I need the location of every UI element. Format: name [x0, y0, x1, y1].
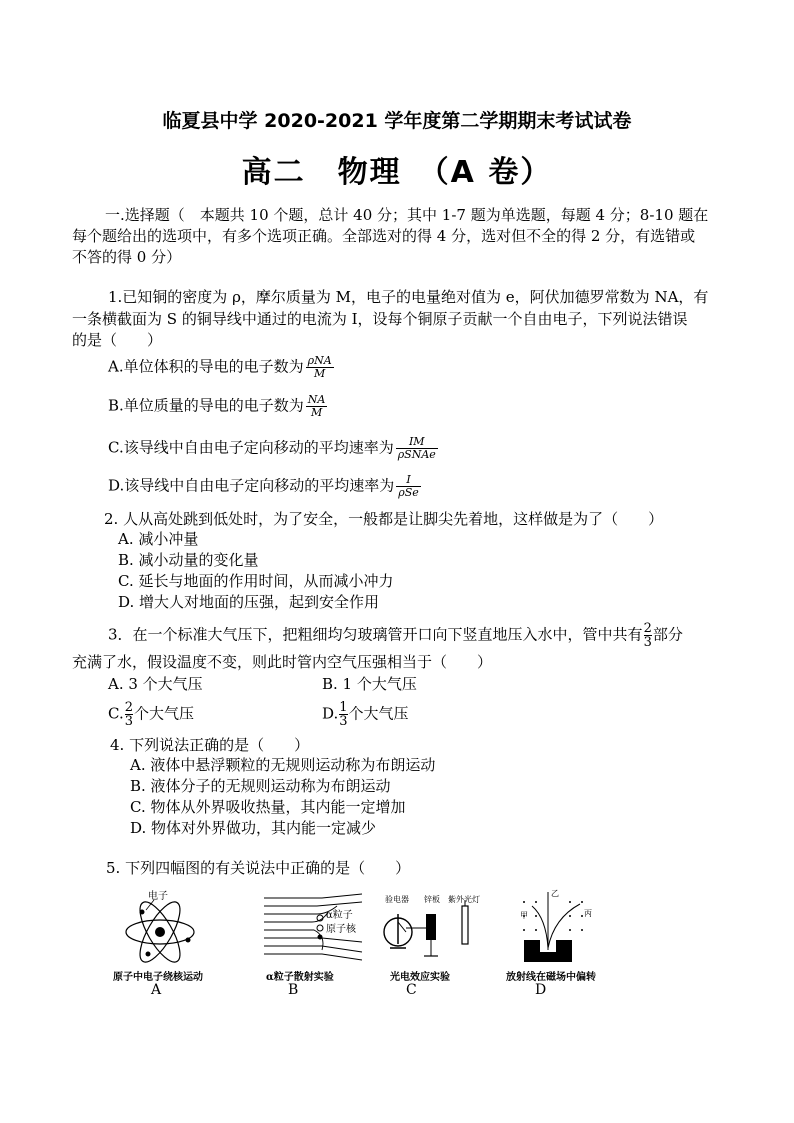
- q4-option-a: A. 液体中悬浮颗粒的无规则运动称为布朗运动: [130, 756, 436, 774]
- q3-stem-text: 3．在一个标准大气压下，把粗细均匀玻璃管开口向下竖直地压入水中，管中共有: [108, 625, 643, 644]
- q3-stem-fraction: [644, 622, 652, 649]
- q3-option-c-text: 个大气压: [134, 704, 195, 723]
- figure-c-uv-label: 紫外光灯: [448, 895, 480, 904]
- figure-a-caption: 原子中电子绕核运动: [113, 972, 203, 983]
- q3-option-c-prefix: C.: [108, 704, 124, 723]
- q2-stem: 2. 人从高处跳到低处时，为了安全，一般都是让脚尖先着地，这样做是为了（ ）: [104, 510, 664, 528]
- figure-d-yi-label: 乙: [551, 889, 559, 898]
- q4-option-b: B. 液体分子的无规则运动称为布朗运动: [130, 777, 391, 795]
- q1-stem-line3: 的是（ ）: [72, 331, 163, 349]
- q3-option-a: A. 3 个大气压: [108, 675, 203, 693]
- figure-b-nucleus-label: 原子核: [326, 924, 356, 935]
- q1-option-c-text: C.该导线中自由电子定向移动的平均速率为: [108, 438, 394, 457]
- q1-option-c-fraction: [396, 436, 438, 461]
- fraction-numerator: IM: [408, 435, 425, 448]
- fraction-denominator: M: [310, 406, 323, 419]
- q3-option-c: [108, 701, 194, 728]
- figure-d-bing-label: 丙: [584, 909, 592, 918]
- section-instructions-line1: 一.选择题（ 本题共 10 个题，总计 40 分；其中 1-7 题为单选题，每题 4 分；8-10 题在: [105, 206, 709, 224]
- q1-option-b: [108, 394, 329, 419]
- figure-a-electron-label: 电子: [148, 891, 168, 902]
- fraction-numerator: NA: [307, 393, 326, 406]
- q1-option-b-fraction: [306, 394, 328, 419]
- fraction-denominator: ρSe: [398, 486, 419, 499]
- figure-b-alpha-label: α粒子: [326, 910, 353, 921]
- q3-stem-text-tail: 部分: [652, 625, 683, 644]
- fraction-numerator: 1: [339, 700, 348, 715]
- exam-subtitle: 高二 物理 （A 卷）: [241, 155, 553, 190]
- fraction-denominator: 3: [643, 635, 652, 650]
- figure-a-letter: A: [151, 982, 162, 998]
- q1-option-a: [108, 355, 336, 380]
- figure-d-jia-label: 甲: [520, 911, 528, 920]
- radiation-deflection-diagram: [510, 888, 600, 966]
- fraction-denominator: 3: [124, 714, 133, 729]
- figure-d-radiation-field: [510, 888, 600, 966]
- q2-option-a: A. 减小冲量: [118, 530, 199, 548]
- fraction-denominator: 3: [339, 714, 348, 729]
- q2-option-c: C. 延长与地面的作用时间，从而减小冲力: [118, 572, 394, 590]
- q3-stem-line2: 充满了水，假设温度不变，则此时管内空气压强相当于（ ）: [72, 653, 493, 671]
- section-instructions-line2: 每个题给出的选项中，有多个选项正确。全部选对的得 4 分，选对但不全的得 2 分，有选错或: [72, 227, 696, 245]
- fraction-denominator: M: [314, 367, 326, 380]
- q1-option-d-text: D.该导线中自由电子定向移动的平均速率为: [108, 476, 395, 495]
- q3-stem-line1: [108, 622, 683, 649]
- fraction-numerator: ρNA: [307, 354, 332, 367]
- q3-option-b: B. 1 个大气压: [322, 675, 417, 693]
- q4-option-d: D. 物体对外界做功，其内能一定减少: [130, 819, 377, 837]
- q2-option-b: B. 减小动量的变化量: [118, 551, 259, 569]
- q3-option-d-fraction: [339, 701, 347, 728]
- q1-option-a-text: A.单位体积的导电的电子数为: [108, 357, 304, 376]
- q1-option-b-text: B.单位质量的导电的电子数为: [108, 396, 304, 415]
- q1-option-d: [108, 474, 423, 499]
- figure-b-letter: B: [288, 982, 299, 998]
- figure-c-electroscope-label: 验电器: [385, 895, 409, 904]
- fraction-numerator: 2: [643, 621, 652, 636]
- q2-option-d: D. 增大人对地面的压强，起到安全作用: [118, 593, 380, 611]
- q3-option-d-prefix: D.: [322, 704, 339, 723]
- q3-option-d-text: 个大气压: [348, 704, 409, 723]
- q4-option-c: C. 物体从外界吸收热量，其内能一定增加: [130, 798, 406, 816]
- figure-d-caption: 放射线在磁场中偏转: [506, 972, 596, 983]
- q1-stem-line2: 一条横截面为 S 的铜导线中通过的电流为 I，设每个铜原子贡献一个自由电子，下列说法错误: [72, 310, 688, 328]
- q1-stem-line1: 1.已知铜的密度为 ρ，摩尔质量为 M，电子的电量绝对值为 e，阿伏加德罗常数为 NA，有: [108, 288, 709, 306]
- section-instructions-line3: 不答的得 0 分）: [72, 248, 182, 266]
- figure-a-atom: [118, 890, 208, 965]
- figure-c-photoelectric: [380, 892, 480, 964]
- figure-b-alpha-scattering: [262, 892, 367, 964]
- q1-option-a-fraction: [306, 355, 334, 380]
- figure-d-letter: D: [535, 982, 547, 998]
- q3-option-c-fraction: [125, 701, 133, 728]
- q1-option-c: [108, 436, 440, 461]
- q1-option-d-fraction: [396, 474, 421, 499]
- q4-stem: 4. 下列说法正确的是（ ）: [110, 736, 310, 754]
- q5-stem: 5. 下列四幅图的有关说法中正确的是（ ）: [106, 859, 411, 877]
- q3-option-d: [322, 701, 409, 728]
- figure-c-letter: C: [406, 982, 417, 998]
- figure-c-caption: 光电效应实验: [390, 972, 450, 983]
- fraction-denominator: ρSNAe: [397, 448, 436, 461]
- fraction-numerator: 2: [124, 700, 133, 715]
- figure-b-caption: α粒子散射实验: [266, 972, 334, 983]
- exam-school-title: 临夏县中学 2020-2021 学年度第二学期期末考试试卷: [162, 110, 632, 132]
- fraction-numerator: I: [406, 473, 411, 486]
- figure-c-zinc-label: 锌板: [424, 895, 440, 904]
